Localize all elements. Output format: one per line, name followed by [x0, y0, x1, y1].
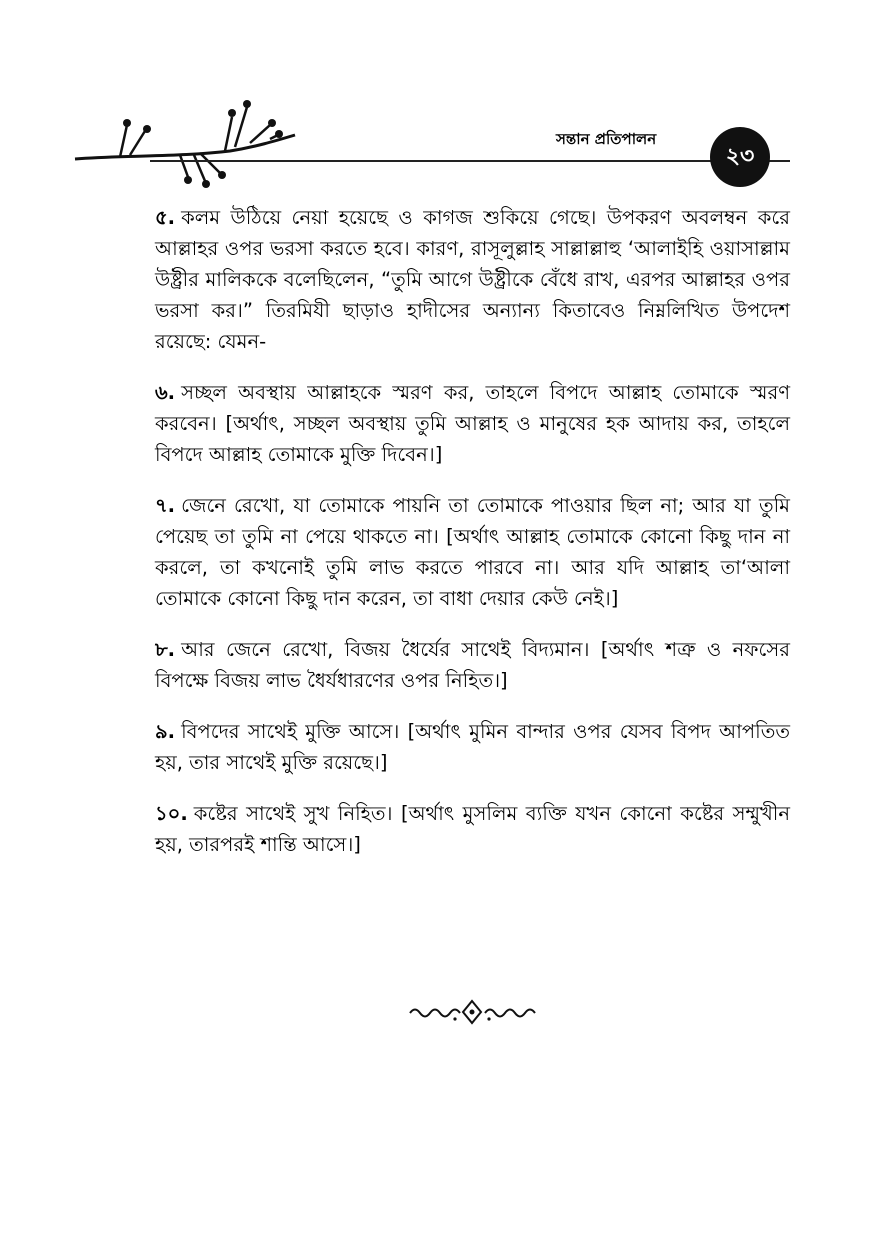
- paragraph-number: ৬.: [155, 381, 176, 404]
- paragraph-6: [155, 377, 790, 470]
- page-number: ২৩: [710, 127, 770, 187]
- header-rule: [150, 160, 790, 162]
- paragraph-text: বিপদের সাথেই মুক্তি আসে। [অর্থাৎ মুমিন বান্দার ওপর যেসব বিপদ আপতিত হয়, তার সাথেই মুক্তি রয়েছে।]: [155, 720, 790, 774]
- paragraph-text: জেনে রেখো, যা তোমাকে পায়নি তা তোমাকে পাওয়ার ছিল না; আর যা তুমি পেয়েছ তা তুমি না পেয়ে থাকতে না। [অর্থাৎ আল্লাহ তোমাকে কোনো কিছু দান না করলে, তা কখনোই তুমি লাভ করতে পারবে না। আর যদি আল্লাহ তা‘আলা তোমাকে কোনো কিছু দান করেন, তা বাধা দেয়ার কেউ নেই।]: [155, 494, 790, 610]
- paragraph-10: [155, 798, 790, 860]
- ornamental-divider-icon: [405, 997, 540, 1027]
- running-title: সন্তান প্রতিপালন: [556, 130, 657, 148]
- paragraph-text: আর জেনে রেখো, বিজয় ধৈর্যের সাথেই বিদ্যমান। [অর্থাৎ শত্রু ও নফসের বিপক্ষে বিজয় লাভ ধৈর্যধারণের ওপর নিহিত।]: [155, 638, 790, 692]
- paragraph-number: ৯.: [155, 720, 176, 743]
- paragraph-text: কলম উঠিয়ে নেয়া হয়েছে ও কাগজ শুকিয়ে গেছে। উপকরণ অবলম্বন করে আল্লাহর ওপর ভরসা করতে হবে। কারণ, রাসূলুল্লাহ সাল্লাল্লাহু ‘আলাইহি ওয়াসাল্লাম উষ্ট্রীর মালিককে বলেছিলেন, “তুমি আগে উষ্ট্রীকে বেঁধে রাখ, এরপর আল্লাহর ওপর ভরসা কর।” তিরমিযী ছাড়াও হাদীসের অন্যান্য কিতাবেও নিম্নলিখিত উপদেশ রয়েছে: যেমন-: [155, 206, 790, 353]
- main-content: [155, 202, 790, 880]
- paragraph-number: ৭.: [155, 494, 176, 517]
- paragraph-number: ৫.: [155, 206, 176, 229]
- paragraph-5: [155, 202, 790, 357]
- paragraph-text: সচ্ছল অবস্থায় আল্লাহকে স্মরণ কর, তাহলে বিপদে আল্লাহ তোমাকে স্মরণ করবেন। [অর্থাৎ, সচ্ছল অবস্থায় তুমি আল্লাহ ও মানুষের হক আদায় কর, তাহলে বিপদে আল্লাহ তোমাকে মুক্তি দিবেন।]: [155, 381, 790, 466]
- paragraph-8: [155, 634, 790, 696]
- paragraph-9: [155, 716, 790, 778]
- paragraph-text: কষ্টের সাথেই সুখ নিহিত। [অর্থাৎ মুসলিম ব্যক্তি যখন কোনো কষ্টের সম্মুখীন হয়, তারপরই শান্তি আসে।]: [155, 802, 790, 856]
- paragraph-number: ১০.: [155, 802, 188, 825]
- paragraph-7: [155, 490, 790, 614]
- paragraph-number: ৮.: [155, 638, 176, 661]
- branch-ornament-icon: [70, 95, 300, 195]
